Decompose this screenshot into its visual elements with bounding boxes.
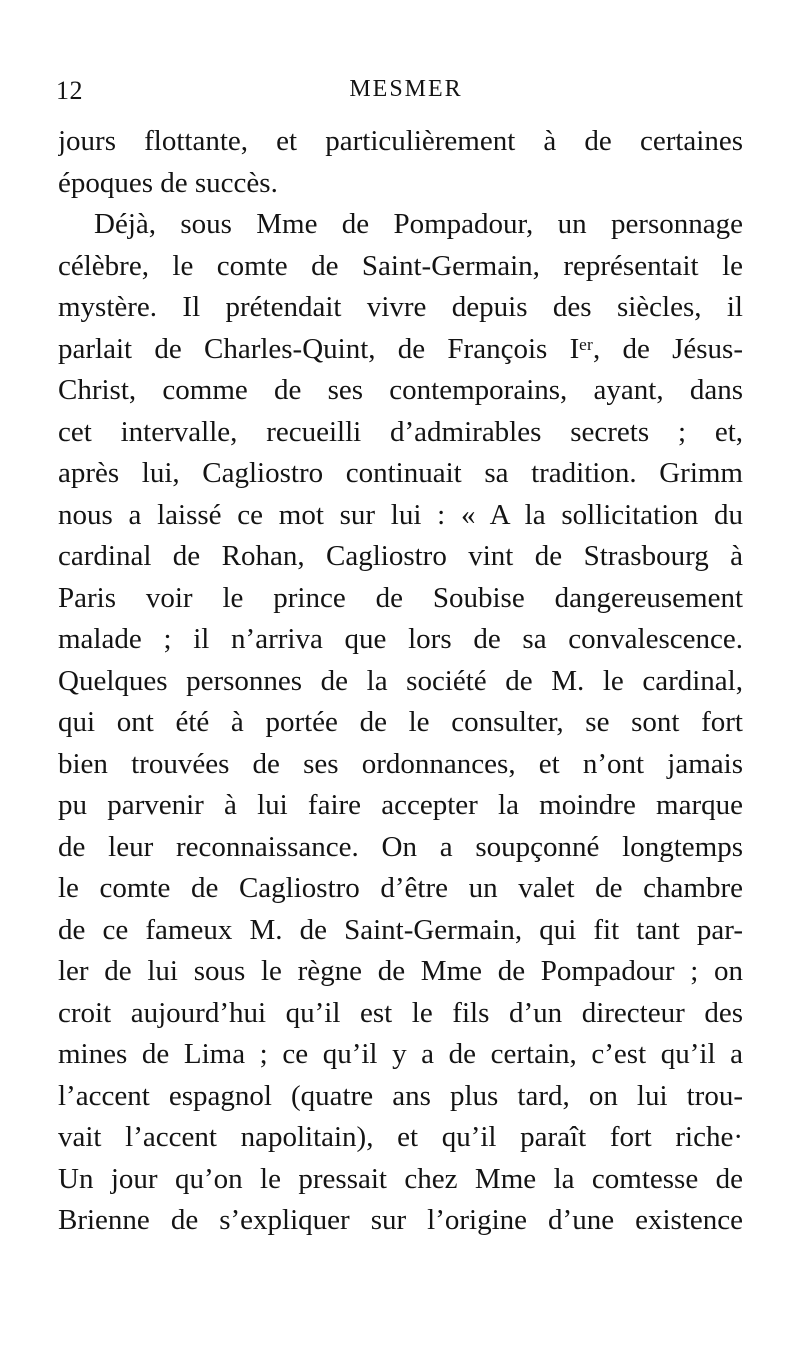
text-line: cardinal de Rohan, Cagliostro vint de Strasbourg à: [58, 540, 743, 572]
text-line: Paris voir le prince de Soubise dangereusement: [58, 581, 743, 614]
text-line: vait l’accent napolitain), et qu’il paraît fort riche·: [58, 1121, 743, 1153]
text-line: jours flottante, et particulièrement à de certaines: [58, 125, 743, 157]
text-line: ler de lui sous le règne de Mme de Pompadour ; on: [58, 955, 743, 987]
text-line: de leur reconnaissance. On a soupçonné longtemps: [58, 830, 743, 863]
text-line: Quelques personnes de la société de M. le cardinal,: [58, 664, 743, 697]
text-line: après lui, Cagliostro continuait sa tradition. Grimm: [58, 457, 743, 489]
text-line: parlait de Charles-Quint, de François Iᵉʳ, de Jésus-: [58, 332, 743, 365]
text-line: bien trouvées de ses ordonnances, et n’ont jamais: [58, 747, 743, 780]
text-line: malade ; il n’arriva que lors de sa convalescence.: [58, 623, 743, 655]
text-line: mystère. Il prétendait vivre depuis des siècles, il: [58, 291, 743, 323]
text-line: mines de Lima ; ce qu’il y a de certain, c’est qu’il a: [58, 1038, 743, 1070]
text-line: Christ, comme de ses contemporains, ayant, dans: [58, 374, 743, 406]
text-line: célèbre, le comte de Saint-Germain, représentait le: [58, 249, 743, 282]
text-line: cet intervalle, recueilli d’admirables secrets ; et,: [58, 415, 743, 448]
text-line: Un jour qu’on le pressait chez Mme la comtesse de: [58, 1162, 743, 1195]
text-line: qui ont été à portée de le consulter, se sont fort: [58, 706, 743, 738]
text-line: nous a laissé ce mot sur lui : « A la sollicitation du: [58, 498, 743, 531]
text-line: pu parvenir à lui faire accepter la moindre marque: [58, 789, 743, 821]
text-line: époques de succès.: [58, 166, 278, 199]
text-line: Brienne de s’expliquer sur l’origine d’une existence: [58, 1204, 743, 1236]
running-title: MESMER: [349, 76, 463, 102]
text-line: de ce fameux M. de Saint-Germain, qui fit tant par-: [58, 913, 743, 946]
body-text: [58, 121, 743, 1242]
page-header: [56, 76, 756, 110]
text-line: croit aujourd’hui qu’il est le fils d’un directeur des: [58, 996, 743, 1029]
text-line: l’accent espagnol (quatre ans plus tard, on lui trou-: [58, 1079, 743, 1112]
page-number: 12: [56, 76, 83, 105]
text-line: le comte de Cagliostro d’être un valet de chambre: [58, 872, 743, 904]
paragraph-first-line: Déjà, sous Mme de Pompadour, un personnage: [94, 208, 743, 240]
